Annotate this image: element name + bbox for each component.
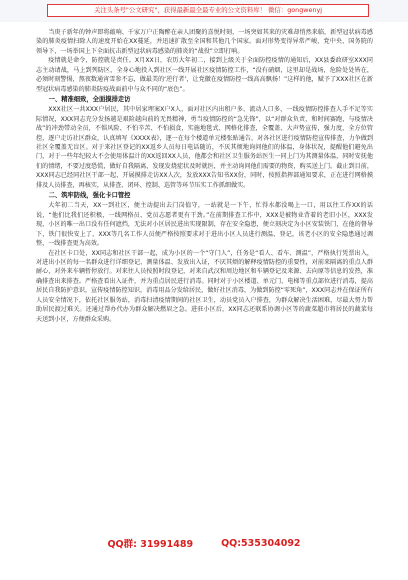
top-banner-bar [0,0,408,22]
document-body [36,28,373,324]
body-paragraph: XXX社区一共XXX户居民，其中居家埋案X户X人，面对社区内出租户多、流动人口多，一线疫情防控排查人手不足等实际情况，XXX同志充分发扬越是艰险越向前的无畏精神，勇当疫情防控的“急先锋”，以“对群众负责，和时间赛跑，与疫情决战”的冲劲带动全员，不惧风险、不怕辛苦、不怕损食，实施地毯式、网格化排查，全覆盖、大声势宣传，强力度，全方位管控，逐户走访社区群众，认真填写《XXXX表》，逐一在每个楼道单元楼张贴通告，对各社区进行疫情防控宣传排查，力争做到社区全覆盖无盲区。对于来社区登记的XX返乡人员每日电话随访，不厌其烦地询问他们的体温，身体状况，提醒他们避免出门，对于一些年纪较大不会使用体温计的XX返回XX人员，他都会和社区卫生服务站医生一同上门为其测量体温，同时安抚他们的情绪，不要过度恐慌，做好自我隔离，发现发烧症状及时就医，并主动询问他们需要的物资，购买送上门。截止到目前，XXX同志已经同社区干部一起，开展摸排走访XX人次，发放XXX告知书XX份，同时，按照指挥部通知要求，正在进行网格摸排及人员排查，再核实，从排查、闭环、控制、巡管等环节压实工作抓细做实。 [36,106,373,189]
body-paragraph: 当庚子新年的钟声即将敲响、千家万户正陶醉在亲人团聚的喜悦时刻，一场突如其来的灾难却悄然来临，新型冠状病毒感染的肺炎疫情扫除人的速度开始在XX蔓延，并迅速扩散至全国和其他几个国家。面对形势变得异常严峻，党中央、国务院的领导下，一场举国上下全面抗击新型冠状病毒感染的肺炎的“战役”立即打响。 [36,29,373,55]
body-paragraph: 大年初二当天，XX一到社区，便主动提出去门岗值守，一站就是一下午，忙得水都没喝上一口，用以往工作XX的话说，“他们比我们还积极，一线网格员、党员志愿者更有干劲。”在前期排查工作中，XXX是被物业背着的老旧小区，XXX发现，小区的唯一出口没有任何遮挡，无法对小区居民进出实现限制，存在安全隐患，便立刻决定为小区安装铁门，在他的督导下，铁门很快安上了，XXX等几名工作人员便严格按照要求对于进出小区人员进行测温、登记，该老小区的安全隐患通过调整，一线排查更为高效。 [36,202,373,248]
promo-banner [47,4,369,17]
section-heading: 二、筑牢防线，强化卡口管控 [48,192,131,200]
qq-label: QQ:535304092 [221,537,301,549]
qq-group-label: QQ群: 31991489 [107,539,194,550]
promo-banner-text: 关注头条号"公文研究"，获得最新最全最专业的公文资料库！ 微信：gongwenyj [93,6,323,15]
section-heading: 一、精准细致，全面摸排走访 [48,96,131,104]
body-paragraph: 在社区卡口处，XX同志和社区干部一起，成为小区的一个“守门人”，任务是“看人、看车、测温”，严格执行凭票出入，对进出小区的每一名群众进行详细登记、测量体温、发放出入证，不厌其烦的解释疫情防控的重要性，对前来隔离的重点人群耐心，对外来车辆暂停放行。对来往人员按照时段登记，对来自武汉和周边地区和车辆登记及来源、去向原等信息的发热，准确排查出来排查。严格查看出入证件，并为重点居民进行消毒。同时对于小区楼道、单元门、电梯等重点部位进行消毒，提高居民自我防护意识，宣传疫情防控知识，消毒用品分发给居民，做好社区消毒，为做到防控“零死角”，XXX同志并在保证所有人员安全情况下，依托社区服务站，消毒扫清疫情期间的社区卫生，动员党员入户排查，为群众解决生活困难，尽最大努力帮助居民渡过难关。还通过帮办代办为群众解决燃眉之急。进驻小区后，XX同志还联系协调小区等的蔬菜超市将居民的蔬菜每天送到小区，方便群众采购。 [36,249,373,323]
contact-footer [0,533,408,553]
body-paragraph: 疫情就是命令，防控就是责任。X月XX日，农历大年初二，接到上级关于全面防控疫情的通知后，XX县委政研室XXX同志主动请战，马上到列防区，全身心地投入到社区一线开展社区疫情防控工作，“没有硝烟，这里却是战场，危险处处皆在，必须时刻警惕，熬夜数通宵雪参不忘，做最美的‘逆行者’，让党徽在疫情防控一线高高飘扬！”这样的他，赋予了XXX社区在新型冠状病毒感染的肺炎防疫战面前中与众不同的“底色”。 [36,57,373,93]
